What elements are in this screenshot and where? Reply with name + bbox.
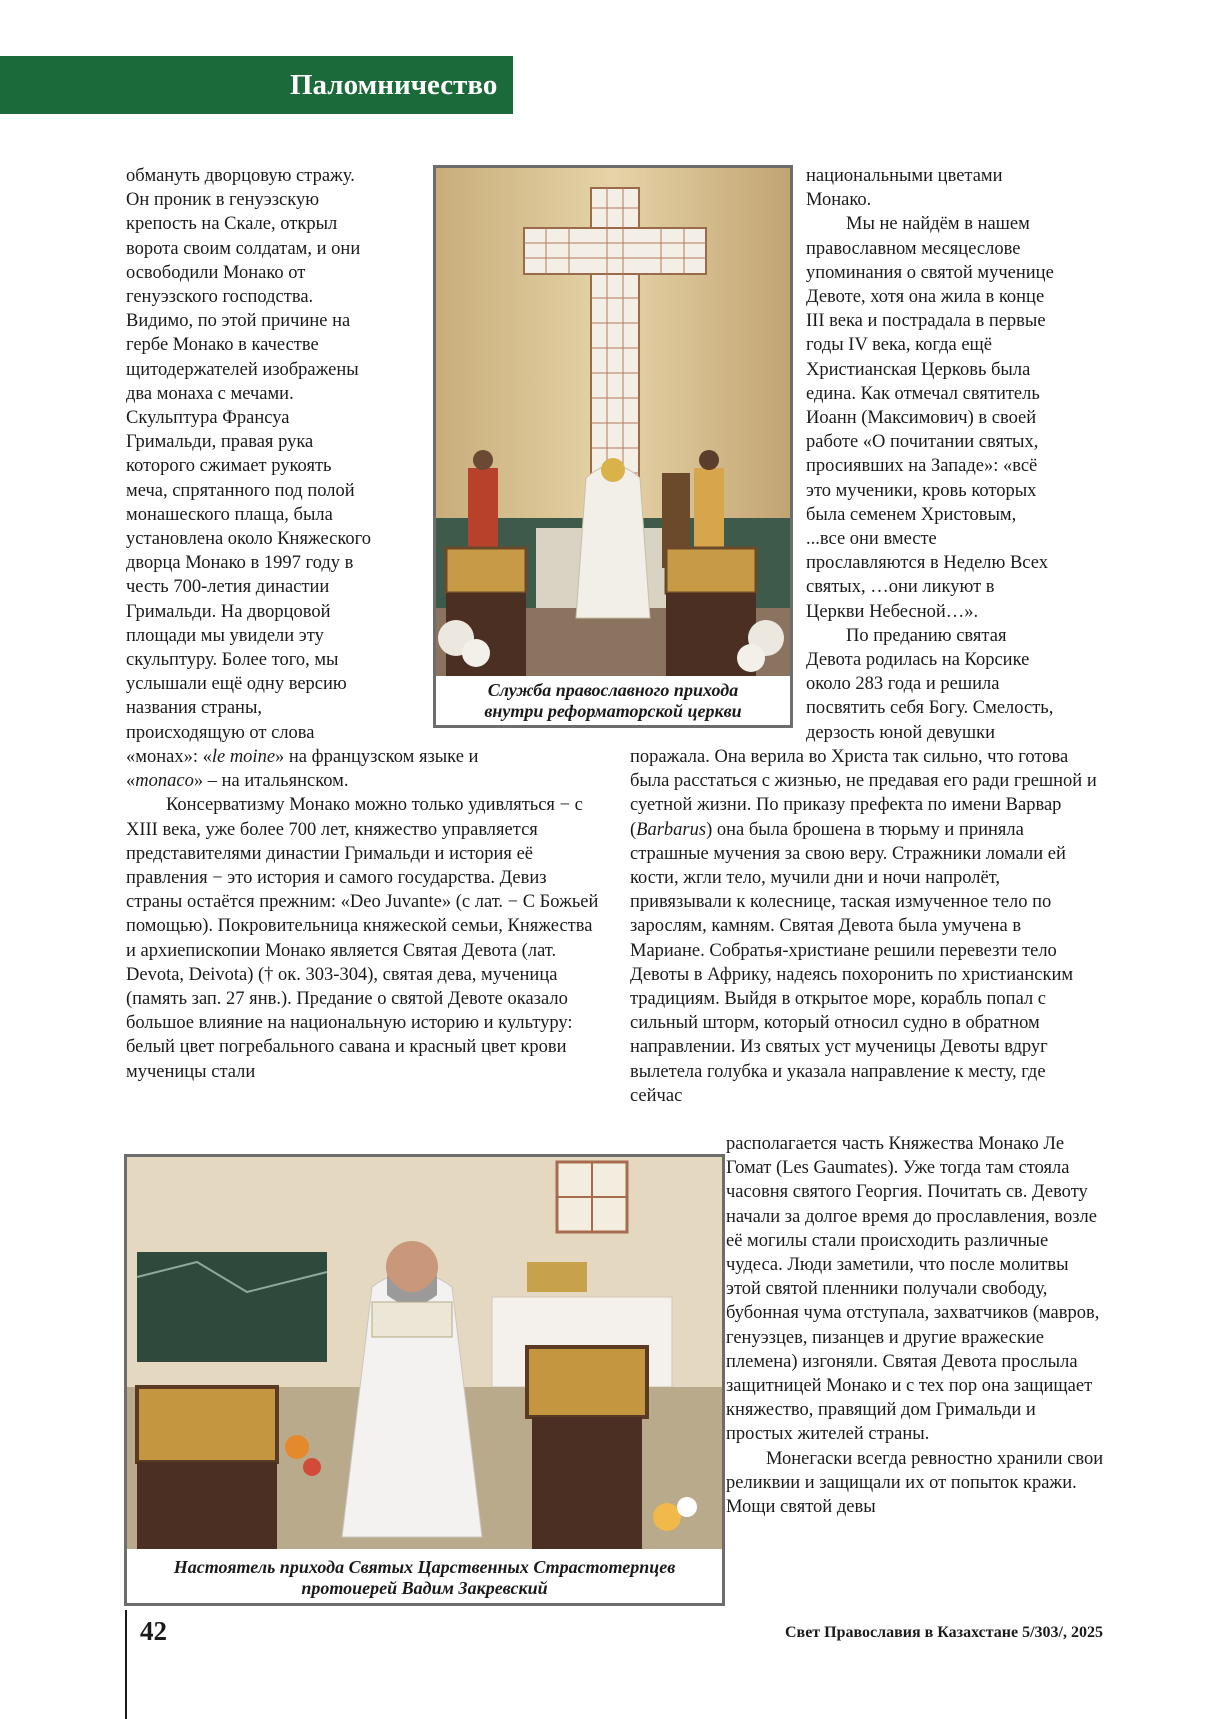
text-line: работе «О почитании святых, bbox=[806, 432, 1039, 453]
text-line: «монах»: «le moine» на французском языке и bbox=[126, 747, 479, 767]
column-right bbox=[806, 164, 1106, 745]
text-line: прославляются в Неделю Всех bbox=[806, 553, 1048, 574]
text-line: скульптуру. Более того, мы bbox=[126, 650, 339, 671]
text-line: Девота родилась на Корсике bbox=[806, 650, 1030, 671]
page-number: 42 bbox=[140, 1616, 167, 1646]
text-line: Видимо, по этой причине на bbox=[126, 311, 351, 332]
journal-title: Свет Православия в Казахстане 5/303/, 2025 bbox=[785, 1624, 1103, 1641]
column-left-wide bbox=[126, 745, 602, 1084]
photo-caption-bottom: Настоятель прихода Святых Царственных Страстотерпцев протоиерей Вадим Закревский bbox=[173, 1557, 676, 1598]
church-service-photo bbox=[436, 168, 790, 676]
text-line: монашеского плаща, была bbox=[126, 504, 333, 525]
text-line: посвятить себя Богу. Смелость, bbox=[806, 698, 1054, 719]
text-line: освободили Монако от bbox=[126, 262, 306, 283]
text-line: обмануть дворцовую стражу. bbox=[126, 166, 355, 186]
text-line: По преданию святая bbox=[846, 625, 1007, 646]
text-line: просиявших на Западе»: «всё bbox=[806, 456, 1038, 477]
photo-caption-top: Служба православного прихода внутри реформаторской церкви bbox=[484, 680, 742, 721]
text-line: Гримальди. На дворцовой bbox=[126, 601, 331, 622]
paragraph: Монегаски всегда ревностно хранили свои реликвии и защищали их от попыток кражи. Мощи святой девы bbox=[726, 1448, 1104, 1518]
text-line: ...все они вместе bbox=[806, 529, 937, 550]
text-line: Монако. bbox=[806, 190, 872, 211]
text-line: меча, спрятанного под полой bbox=[126, 480, 355, 501]
text-line: упоминания о святой мученице bbox=[806, 262, 1054, 283]
paragraph: Консерватизму Монако можно только удивляться − с XIII века, уже более 700 лет, княжество управляется представителями династии Гримальди и история её правления − это история и самого государства. Девиз страны остаётся прежним: «Deo Juvante» (с лат. − С Божьей помощью). Покровительница княжеской семьи, Княжества и архиепископии Монако является Святая Девота (лат. Devota, Deivota) († ок. 303-304), святая дева, мученица (память зап. 27 янв.). Предание о святой Девоте оказало большое влияние на национальную историю и культуру: белый цвет погребального савана и красный цвет крови мученицы стали bbox=[126, 795, 599, 1082]
italic-term: Barbarus bbox=[636, 819, 707, 840]
photo-frame-bottom bbox=[124, 1154, 725, 1606]
text-line: национальными цветами bbox=[806, 166, 1003, 186]
text-line: III века и пострадала в первые bbox=[806, 311, 1046, 332]
text-line: щитодержателей изображены bbox=[126, 359, 359, 380]
section-title: Паломничество bbox=[290, 69, 498, 101]
text-line: едина. Как отмечал святитель bbox=[806, 383, 1040, 404]
section-header bbox=[0, 56, 513, 114]
text-line: два монаха с мечами. bbox=[126, 383, 294, 404]
text-line: Девоте, хотя она жила в конце bbox=[806, 287, 1045, 308]
text-line: крепость на Скале, открыл bbox=[126, 214, 338, 235]
text-line: «monaco» – на итальянском. bbox=[126, 771, 349, 792]
text-line: Церкви Небесной…». bbox=[806, 601, 979, 622]
column-left bbox=[126, 164, 416, 745]
column-right-bottom bbox=[726, 1132, 1104, 1519]
italic-term: le moine bbox=[211, 747, 276, 767]
text-line: площади мы увидели эту bbox=[126, 625, 324, 646]
text-line: святых, …они ликуют в bbox=[806, 577, 995, 598]
text-line: Скульптура Франсуа bbox=[126, 408, 290, 429]
text-line: установлена около Княжеского bbox=[126, 529, 372, 550]
text-line: названия страны, bbox=[126, 698, 262, 719]
footer-rule bbox=[125, 1610, 127, 1719]
text-line: генуэзского господства. bbox=[126, 287, 314, 308]
text-line: которого сжимает рукоять bbox=[126, 456, 332, 477]
text-line: около 283 года и решила bbox=[806, 674, 1000, 695]
text-line: Он проник в генуэзскую bbox=[126, 190, 320, 211]
text-line: это мученики, кровь которых bbox=[806, 480, 1037, 501]
text-line: Гримальди, правая рука bbox=[126, 432, 314, 453]
text-line: честь 700-летия династии bbox=[126, 577, 330, 598]
photo-frame-top bbox=[433, 165, 793, 728]
text-line: Иоанн (Максимович) в своей bbox=[806, 408, 1037, 429]
column-middle-wide bbox=[630, 745, 1100, 1108]
text-line: гербе Монако в качестве bbox=[126, 335, 319, 356]
text-line: Мы не найдём в нашем bbox=[846, 214, 1030, 235]
text-line: ворота своим солдатам, и они bbox=[126, 238, 361, 259]
priest-portrait-photo bbox=[127, 1157, 722, 1549]
text-line: была семенем Христовым, bbox=[806, 504, 1017, 525]
text-line: услышали ещё одну версию bbox=[126, 674, 347, 695]
italic-term: monaco bbox=[135, 771, 194, 792]
text-line: православном месяцеслове bbox=[806, 238, 1021, 259]
text-line: дворца Монако в 1997 году в bbox=[126, 553, 354, 574]
text-line: годы IV века, когда ещё bbox=[806, 335, 993, 356]
paragraph: располагается часть Княжества Монако Ле Гомат (Les Gaumates). Уже тогда там стояла часовня святого Георгия. Почитать св. Девоту начали за долгое время до прославления, возле её могилы стали происходить различные чудеса. Люди заметили, что после молитвы этой святой пленники получали свободу, бубонная чума отступала, захватчиков (мавров, генуэзцев, пизанцев и другие вражеские племена) изгоняли. Святая Девота прослыла защитницей Монако и с тех пор она защищает княжество, правящий дом Гримальди и простых жителей страны. bbox=[726, 1134, 1100, 1445]
text-line: происходящую от слова bbox=[126, 722, 315, 743]
text-line: Христианская Церковь была bbox=[806, 359, 1031, 380]
text-line: дерзость юной девушки bbox=[806, 722, 995, 743]
paragraph: поражала. Она верила во Христа так сильно, что готова была расстаться с жизнью, не предавая его ради грешной и суетной жизни. По приказу префекта по имени Варвар (Barbarus) она была брошена в тюрьму и приняла страшные мучения за свою веру. Стражники ломали ей кости, жгли тело, мучили дни и ночи напролёт, привязывали к колеснице, таская измученное тело по зарослям, камням. Святая Девота была умучена в Мариане. Собратья-христиане решили перевезти тело Девоты в Африку, надеясь похоронить по христианским традициям. Выйдя в открытое море, корабль попал с сильный шторм, который относил судно в обратном направлении. Из святых уст мученицы Девоты вдруг вылетела голубка и указала направление к месту, где сейчас bbox=[630, 747, 1097, 1106]
